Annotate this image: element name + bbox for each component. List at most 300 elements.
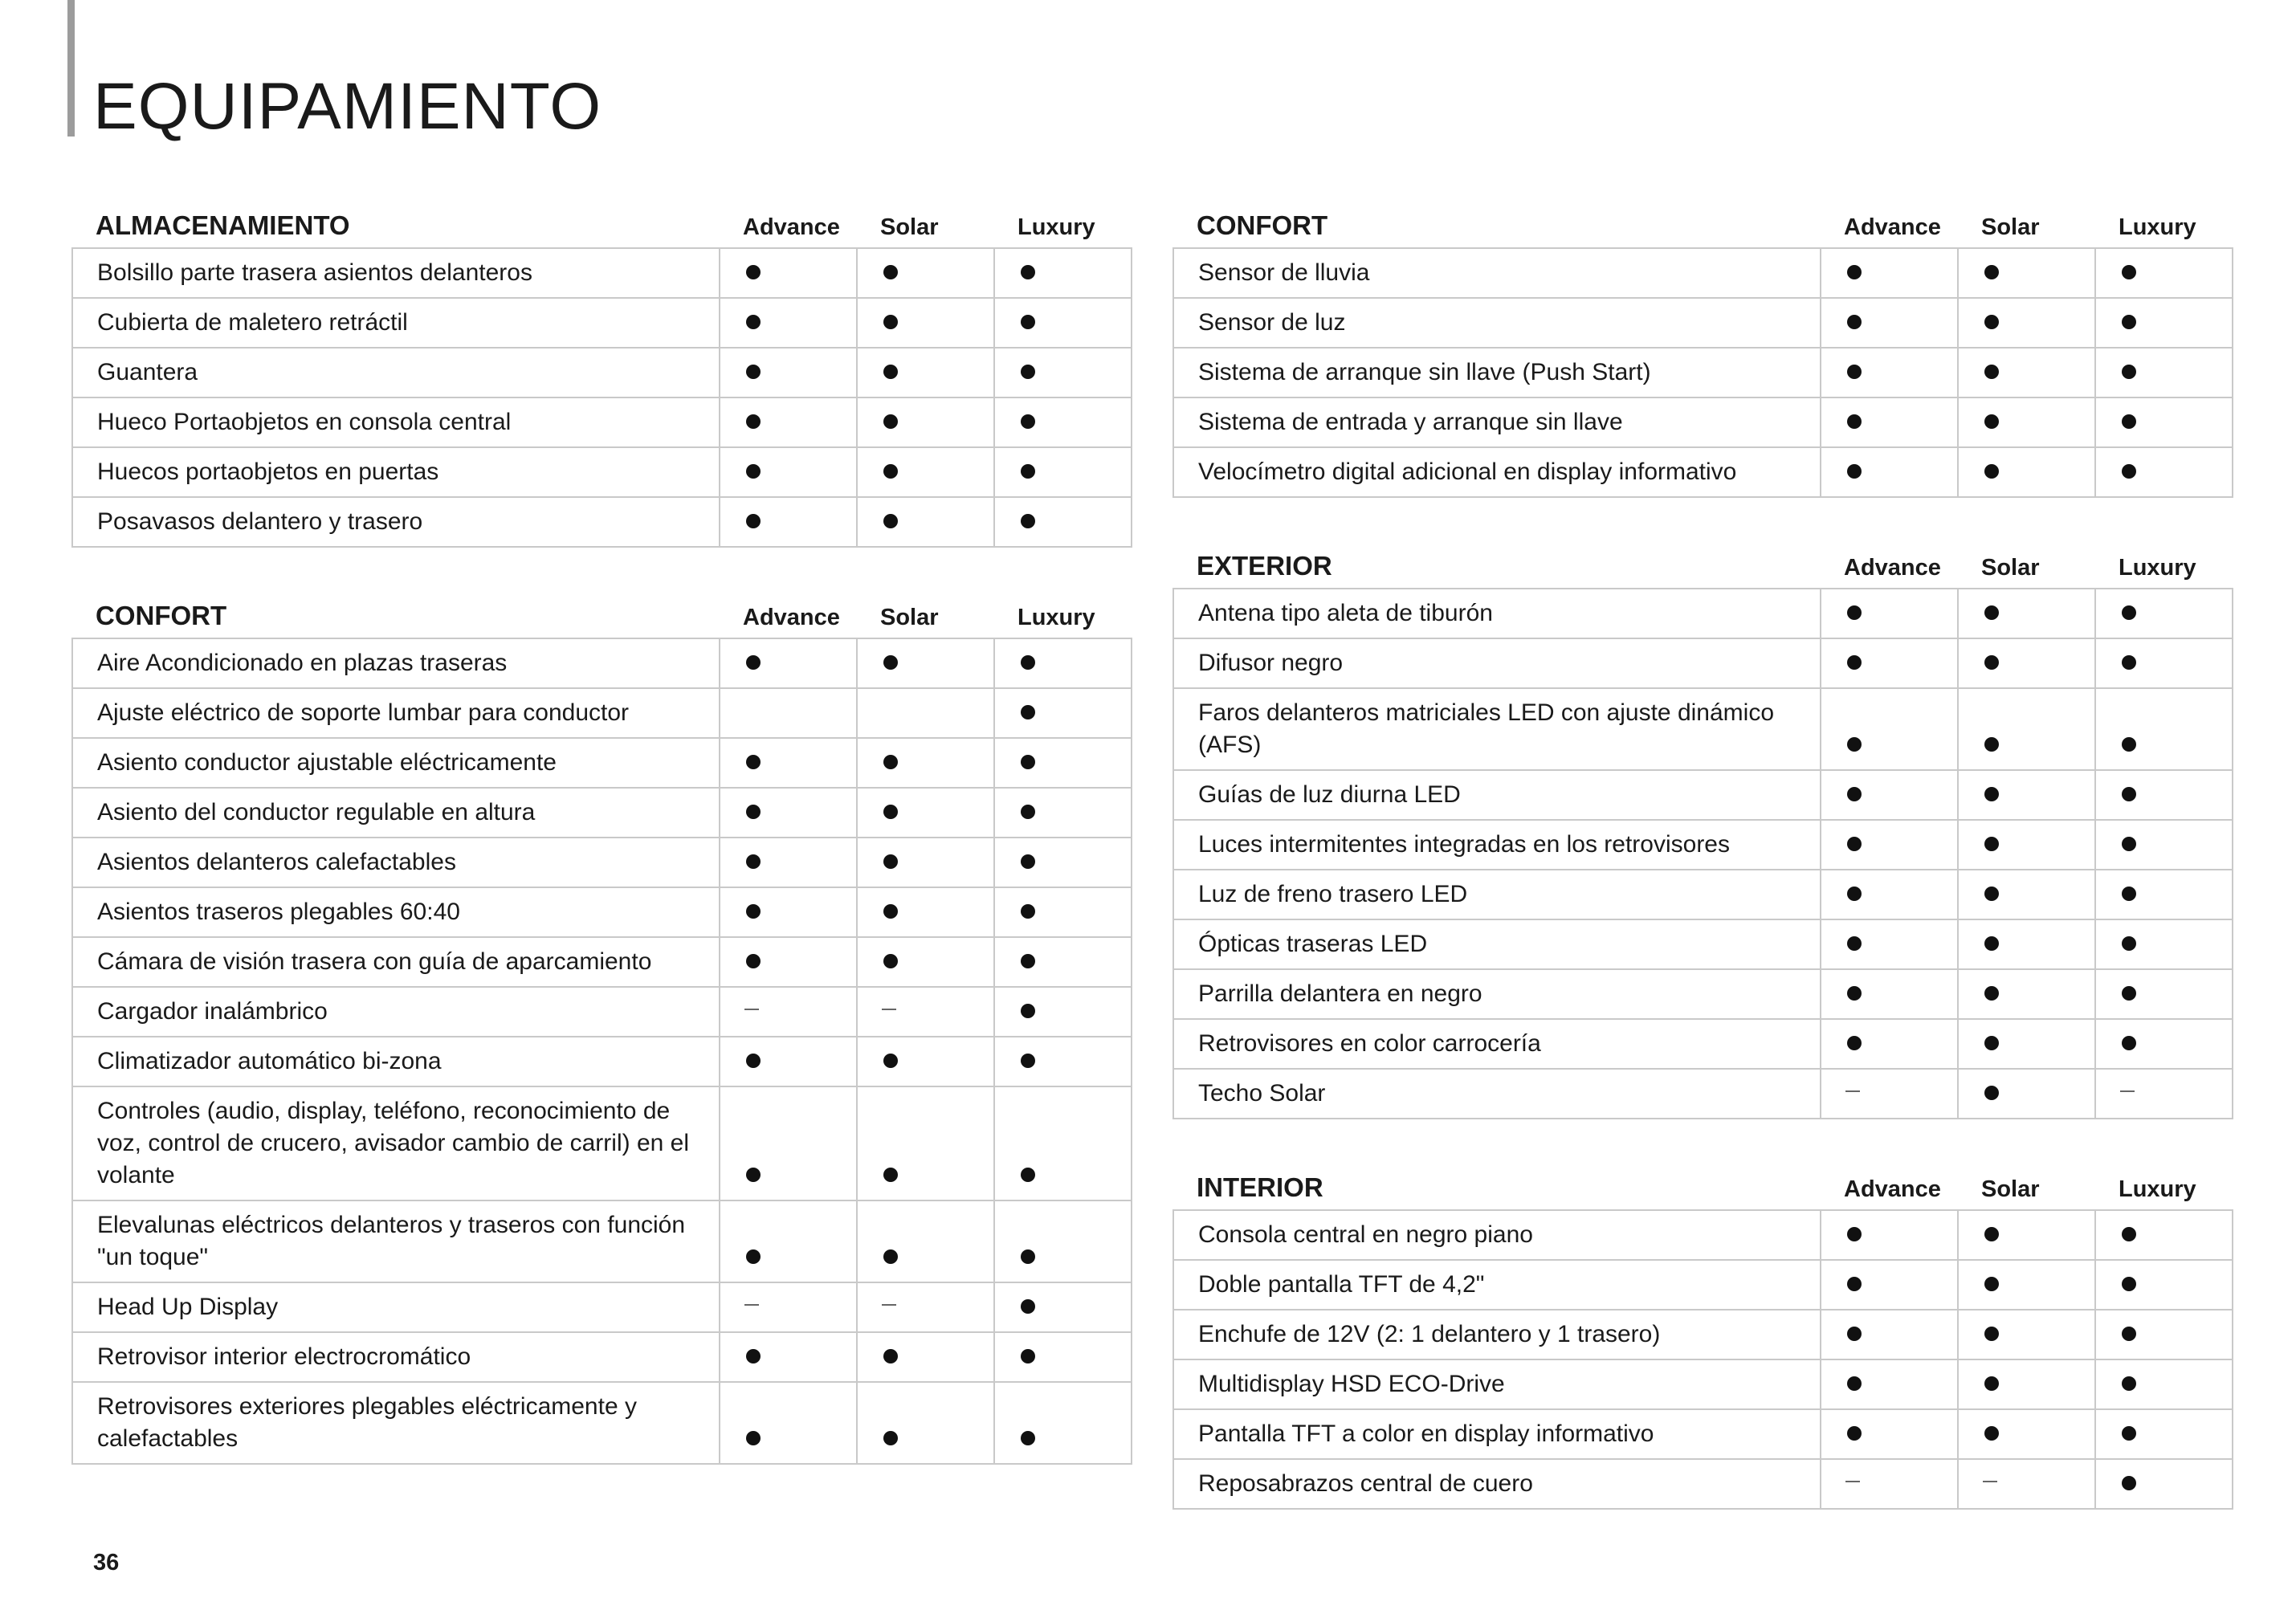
availability-cell-luxury xyxy=(2095,1409,2233,1459)
equipment-table xyxy=(1172,1209,2233,1510)
right-column xyxy=(1172,196,2233,1548)
table-row xyxy=(1173,1359,2233,1409)
table-row xyxy=(1173,1409,2233,1459)
availability-cell-luxury xyxy=(994,1332,1132,1382)
availability-cell-advance xyxy=(1821,1359,1958,1409)
table-row xyxy=(72,887,1132,937)
availability-cell-solar xyxy=(857,638,994,688)
included-dot-icon xyxy=(1984,887,1999,901)
trim-header-solar: Solar xyxy=(1981,555,2040,581)
availability-cell-solar xyxy=(857,1086,994,1200)
included-dot-icon xyxy=(883,1168,898,1182)
table-row xyxy=(1173,919,2233,969)
availability-cell-advance xyxy=(1821,688,1958,770)
trim-header-solar: Solar xyxy=(1981,214,2040,240)
feature-label: Pantalla TFT a color en display informativo xyxy=(1173,1409,1821,1459)
availability-cell-solar xyxy=(1958,969,2095,1019)
availability-cell-luxury xyxy=(994,1282,1132,1332)
availability-cell-advance xyxy=(720,1200,857,1282)
feature-label: Difusor negro xyxy=(1173,638,1821,688)
availability-cell-solar xyxy=(1958,1459,2095,1509)
availability-cell-advance xyxy=(720,838,857,887)
table-row xyxy=(1173,1069,2233,1119)
included-dot-icon xyxy=(883,954,898,968)
table-row xyxy=(72,638,1132,688)
table-row xyxy=(1173,870,2233,919)
feature-label: Cubierta de maletero retráctil xyxy=(72,298,720,348)
availability-cell-advance xyxy=(1821,1069,1958,1119)
included-dot-icon xyxy=(746,1431,761,1445)
trim-header-solar: Solar xyxy=(1981,1176,2040,1202)
availability-cell-advance xyxy=(1821,770,1958,820)
included-dot-icon xyxy=(883,514,898,528)
included-dot-icon xyxy=(2122,464,2136,479)
feature-label: Antena tipo aleta de tiburón xyxy=(1173,589,1821,638)
included-dot-icon xyxy=(1984,1376,1999,1391)
availability-cell-advance xyxy=(1821,870,1958,919)
table-row xyxy=(1173,1019,2233,1069)
equipment-table xyxy=(1172,247,2233,498)
availability-cell-advance xyxy=(1821,919,1958,969)
included-dot-icon xyxy=(2122,936,2136,951)
availability-cell-solar xyxy=(1958,1019,2095,1069)
trim-header-advance: Advance xyxy=(1844,555,1941,581)
included-dot-icon xyxy=(1984,464,1999,479)
included-dot-icon xyxy=(2122,1476,2136,1490)
availability-cell-luxury xyxy=(994,887,1132,937)
section-title: INTERIOR xyxy=(1197,1172,1323,1202)
included-dot-icon xyxy=(883,365,898,379)
included-dot-icon xyxy=(746,655,761,670)
trim-header-advance: Advance xyxy=(1844,1176,1941,1202)
availability-cell-solar xyxy=(857,447,994,497)
included-dot-icon xyxy=(883,1431,898,1445)
feature-label: Luces intermitentes integradas en los retrovisores xyxy=(1173,820,1821,870)
availability-cell-advance xyxy=(720,688,857,738)
availability-cell-luxury xyxy=(2095,1069,2233,1119)
included-dot-icon xyxy=(883,1054,898,1068)
included-dot-icon xyxy=(2122,1376,2136,1391)
availability-cell-advance xyxy=(720,397,857,447)
trim-header-luxury: Luxury xyxy=(2119,214,2196,240)
feature-label: Cargador inalámbrico xyxy=(72,987,720,1037)
feature-label: Sistema de arranque sin llave (Push Start) xyxy=(1173,348,1821,397)
availability-cell-solar xyxy=(1958,1310,2095,1359)
availability-cell-solar xyxy=(1958,1409,2095,1459)
availability-cell-solar xyxy=(857,298,994,348)
included-dot-icon xyxy=(1984,787,1999,801)
included-dot-icon xyxy=(2122,365,2136,379)
included-dot-icon xyxy=(2122,837,2136,851)
availability-cell-advance xyxy=(720,348,857,397)
included-dot-icon xyxy=(2122,315,2136,329)
included-dot-icon xyxy=(883,904,898,919)
included-dot-icon xyxy=(746,315,761,329)
availability-cell-solar xyxy=(1958,688,2095,770)
availability-cell-luxury xyxy=(2095,820,2233,870)
availability-cell-solar xyxy=(1958,919,2095,969)
table-row xyxy=(1173,1310,2233,1359)
included-dot-icon xyxy=(1847,605,1862,620)
included-dot-icon xyxy=(1984,1086,1999,1100)
included-dot-icon xyxy=(1984,737,1999,752)
availability-cell-advance xyxy=(720,738,857,788)
included-dot-icon xyxy=(1021,705,1035,719)
included-dot-icon xyxy=(2122,986,2136,1001)
page-title: EQUIPAMIENTO xyxy=(93,70,602,143)
included-dot-icon xyxy=(1847,737,1862,752)
table-row xyxy=(1173,298,2233,348)
table-row xyxy=(72,987,1132,1037)
included-dot-icon xyxy=(2122,655,2136,670)
availability-cell-luxury xyxy=(994,497,1132,547)
section-confort xyxy=(1172,196,2233,498)
availability-cell-luxury xyxy=(2095,1310,2233,1359)
included-dot-icon xyxy=(1847,837,1862,851)
table-row xyxy=(72,1282,1132,1332)
included-dot-icon xyxy=(2122,414,2136,429)
feature-label: Asientos delanteros calefactables xyxy=(72,838,720,887)
table-row xyxy=(1173,447,2233,497)
availability-cell-solar xyxy=(1958,397,2095,447)
availability-cell-luxury xyxy=(2095,248,2233,298)
availability-cell-advance xyxy=(1821,589,1958,638)
availability-cell-solar xyxy=(857,1037,994,1086)
included-dot-icon xyxy=(1847,936,1862,951)
table-row xyxy=(72,1200,1132,1282)
section-title: ALMACENAMIENTO xyxy=(96,210,350,240)
availability-cell-solar xyxy=(857,937,994,987)
included-dot-icon xyxy=(746,464,761,479)
feature-label: Sistema de entrada y arranque sin llave xyxy=(1173,397,1821,447)
availability-cell-solar xyxy=(1958,447,2095,497)
availability-cell-solar xyxy=(857,497,994,547)
included-dot-icon xyxy=(2122,1227,2136,1241)
availability-cell-luxury xyxy=(994,838,1132,887)
feature-label: Asiento del conductor regulable en altura xyxy=(72,788,720,838)
not-available-dash-icon xyxy=(744,1009,759,1010)
feature-label: Luz de freno trasero LED xyxy=(1173,870,1821,919)
availability-cell-advance xyxy=(720,298,857,348)
included-dot-icon xyxy=(1984,1227,1999,1241)
availability-cell-luxury xyxy=(2095,397,2233,447)
table-row xyxy=(1173,770,2233,820)
included-dot-icon xyxy=(1021,655,1035,670)
feature-label: Retrovisores exteriores plegables eléctricamente y calefactables xyxy=(72,1382,720,1464)
availability-cell-solar xyxy=(857,738,994,788)
included-dot-icon xyxy=(746,265,761,279)
table-row xyxy=(72,1382,1132,1464)
availability-cell-advance xyxy=(720,497,857,547)
availability-cell-luxury xyxy=(2095,1210,2233,1260)
availability-cell-luxury xyxy=(994,1037,1132,1086)
availability-cell-advance xyxy=(720,987,857,1037)
included-dot-icon xyxy=(1021,1299,1035,1314)
trim-header-solar: Solar xyxy=(880,214,939,240)
availability-cell-luxury xyxy=(2095,919,2233,969)
feature-label: Sensor de lluvia xyxy=(1173,248,1821,298)
feature-label: Cámara de visión trasera con guía de aparcamiento xyxy=(72,937,720,987)
availability-cell-advance xyxy=(720,937,857,987)
included-dot-icon xyxy=(1021,805,1035,819)
table-row xyxy=(72,497,1132,547)
included-dot-icon xyxy=(746,514,761,528)
included-dot-icon xyxy=(1984,365,1999,379)
table-row xyxy=(1173,1260,2233,1310)
availability-cell-luxury xyxy=(994,298,1132,348)
included-dot-icon xyxy=(746,414,761,429)
included-dot-icon xyxy=(746,954,761,968)
table-row xyxy=(1173,1210,2233,1260)
included-dot-icon xyxy=(1021,464,1035,479)
table-row xyxy=(72,298,1132,348)
included-dot-icon xyxy=(1847,1376,1862,1391)
included-dot-icon xyxy=(1984,1036,1999,1050)
availability-cell-solar xyxy=(857,987,994,1037)
included-dot-icon xyxy=(1021,1004,1035,1018)
availability-cell-luxury xyxy=(994,248,1132,298)
availability-cell-solar xyxy=(857,248,994,298)
section-exterior xyxy=(1172,536,2233,1119)
table-row xyxy=(72,1332,1132,1382)
included-dot-icon xyxy=(1021,1168,1035,1182)
table-row xyxy=(72,788,1132,838)
included-dot-icon xyxy=(1847,265,1862,279)
availability-cell-advance xyxy=(1821,1459,1958,1509)
included-dot-icon xyxy=(1984,315,1999,329)
table-row xyxy=(72,1037,1132,1086)
availability-cell-advance xyxy=(1821,298,1958,348)
feature-label: Climatizador automático bi-zona xyxy=(72,1037,720,1086)
feature-label: Huecos portaobjetos en puertas xyxy=(72,447,720,497)
included-dot-icon xyxy=(2122,1426,2136,1441)
table-row xyxy=(72,937,1132,987)
section-header xyxy=(71,196,1132,247)
trim-header-luxury: Luxury xyxy=(2119,555,2196,581)
included-dot-icon xyxy=(1984,1277,1999,1291)
section-header xyxy=(1172,196,2233,247)
trim-header-advance: Advance xyxy=(743,605,840,630)
availability-cell-advance xyxy=(720,1332,857,1382)
included-dot-icon xyxy=(1021,265,1035,279)
included-dot-icon xyxy=(883,1349,898,1363)
included-dot-icon xyxy=(2122,605,2136,620)
included-dot-icon xyxy=(1984,1327,1999,1341)
included-dot-icon xyxy=(1847,1426,1862,1441)
included-dot-icon xyxy=(746,365,761,379)
feature-label: Techo Solar xyxy=(1173,1069,1821,1119)
section-header xyxy=(1172,536,2233,588)
included-dot-icon xyxy=(1021,315,1035,329)
included-dot-icon xyxy=(2122,1277,2136,1291)
not-available-dash-icon xyxy=(2120,1090,2135,1092)
availability-cell-advance xyxy=(720,887,857,937)
availability-cell-advance xyxy=(1821,447,1958,497)
table-row xyxy=(1173,969,2233,1019)
feature-label: Asiento conductor ajustable eléctricamente xyxy=(72,738,720,788)
trim-header-luxury: Luxury xyxy=(1017,605,1095,630)
included-dot-icon xyxy=(1021,1054,1035,1068)
feature-label: Retrovisor interior electrocromático xyxy=(72,1332,720,1382)
included-dot-icon xyxy=(883,854,898,869)
included-dot-icon xyxy=(746,854,761,869)
table-row xyxy=(1173,820,2233,870)
feature-label: Ópticas traseras LED xyxy=(1173,919,1821,969)
included-dot-icon xyxy=(2122,787,2136,801)
availability-cell-luxury xyxy=(2095,638,2233,688)
availability-cell-luxury xyxy=(2095,688,2233,770)
availability-cell-solar xyxy=(1958,870,2095,919)
section-title: CONFORT xyxy=(1197,210,1328,240)
availability-cell-advance xyxy=(1821,969,1958,1019)
section-almacenamiento xyxy=(71,196,1132,548)
equipment-table xyxy=(71,247,1132,548)
included-dot-icon xyxy=(883,265,898,279)
included-dot-icon xyxy=(1984,265,1999,279)
availability-cell-solar xyxy=(1958,589,2095,638)
included-dot-icon xyxy=(1847,1277,1862,1291)
table-row xyxy=(1173,1459,2233,1509)
page-number: 36 xyxy=(93,1550,120,1575)
included-dot-icon xyxy=(883,805,898,819)
availability-cell-luxury xyxy=(994,638,1132,688)
availability-cell-luxury xyxy=(2095,298,2233,348)
included-dot-icon xyxy=(1021,1249,1035,1264)
feature-label: Asientos traseros plegables 60:40 xyxy=(72,887,720,937)
included-dot-icon xyxy=(1984,414,1999,429)
availability-cell-luxury xyxy=(994,1382,1132,1464)
feature-label: Multidisplay HSD ECO-Drive xyxy=(1173,1359,1821,1409)
feature-label: Posavasos delantero y trasero xyxy=(72,497,720,547)
included-dot-icon xyxy=(883,1249,898,1264)
table-row xyxy=(1173,688,2233,770)
feature-label: Bolsillo parte trasera asientos delanteros xyxy=(72,248,720,298)
availability-cell-solar xyxy=(857,397,994,447)
included-dot-icon xyxy=(1984,1426,1999,1441)
feature-label: Aire Acondicionado en plazas traseras xyxy=(72,638,720,688)
included-dot-icon xyxy=(1847,365,1862,379)
availability-cell-advance xyxy=(720,1382,857,1464)
section-title: EXTERIOR xyxy=(1197,551,1332,581)
section-title: CONFORT xyxy=(96,601,227,630)
feature-label: Head Up Display xyxy=(72,1282,720,1332)
section-header xyxy=(71,586,1132,638)
included-dot-icon xyxy=(1984,936,1999,951)
availability-cell-solar xyxy=(857,1382,994,1464)
included-dot-icon xyxy=(1847,986,1862,1001)
included-dot-icon xyxy=(1021,514,1035,528)
included-dot-icon xyxy=(1021,1431,1035,1445)
trim-header-advance: Advance xyxy=(743,214,840,240)
availability-cell-luxury xyxy=(994,788,1132,838)
included-dot-icon xyxy=(1847,1036,1862,1050)
availability-cell-luxury xyxy=(994,688,1132,738)
included-dot-icon xyxy=(1984,655,1999,670)
availability-cell-luxury xyxy=(994,348,1132,397)
equipment-table xyxy=(1172,588,2233,1119)
trim-header-advance: Advance xyxy=(1844,214,1941,240)
included-dot-icon xyxy=(1021,1349,1035,1363)
not-available-dash-icon xyxy=(1845,1090,1860,1092)
availability-cell-advance xyxy=(720,1282,857,1332)
availability-cell-advance xyxy=(720,788,857,838)
availability-cell-advance xyxy=(720,447,857,497)
included-dot-icon xyxy=(1847,787,1862,801)
trim-header-luxury: Luxury xyxy=(1017,214,1095,240)
availability-cell-advance xyxy=(1821,638,1958,688)
table-row xyxy=(1173,638,2233,688)
availability-cell-solar xyxy=(1958,1210,2095,1260)
availability-cell-luxury xyxy=(2095,870,2233,919)
included-dot-icon xyxy=(746,755,761,769)
feature-label: Faros delanteros matriciales LED con ajuste dinámico (AFS) xyxy=(1173,688,1821,770)
table-row xyxy=(1173,348,2233,397)
availability-cell-luxury xyxy=(994,987,1132,1037)
included-dot-icon xyxy=(883,655,898,670)
feature-label: Velocímetro digital adicional en display informativo xyxy=(1173,447,1821,497)
availability-cell-advance xyxy=(1821,248,1958,298)
availability-cell-solar xyxy=(857,1332,994,1382)
table-row xyxy=(72,248,1132,298)
availability-cell-solar xyxy=(1958,298,2095,348)
availability-cell-luxury xyxy=(994,1200,1132,1282)
included-dot-icon xyxy=(746,904,761,919)
feature-label: Reposabrazos central de cuero xyxy=(1173,1459,1821,1509)
feature-label: Enchufe de 12V (2: 1 delantero y 1 trasero) xyxy=(1173,1310,1821,1359)
table-row xyxy=(72,447,1132,497)
availability-cell-solar xyxy=(1958,248,2095,298)
availability-cell-solar xyxy=(1958,348,2095,397)
table-row xyxy=(1173,248,2233,298)
included-dot-icon xyxy=(746,805,761,819)
availability-cell-luxury xyxy=(994,937,1132,987)
included-dot-icon xyxy=(1847,655,1862,670)
availability-cell-advance xyxy=(720,1037,857,1086)
feature-label: Doble pantalla TFT de 4,2" xyxy=(1173,1260,1821,1310)
included-dot-icon xyxy=(1847,464,1862,479)
table-row xyxy=(72,348,1132,397)
included-dot-icon xyxy=(883,315,898,329)
included-dot-icon xyxy=(1847,315,1862,329)
equipment-table xyxy=(71,638,1132,1465)
section-interior xyxy=(1172,1158,2233,1510)
feature-label: Ajuste eléctrico de soporte lumbar para conductor xyxy=(72,688,720,738)
not-available-dash-icon xyxy=(744,1304,759,1306)
availability-cell-advance xyxy=(1821,397,1958,447)
included-dot-icon xyxy=(1984,605,1999,620)
availability-cell-advance xyxy=(1821,1019,1958,1069)
availability-cell-solar xyxy=(1958,638,2095,688)
availability-cell-luxury xyxy=(2095,1459,2233,1509)
availability-cell-luxury xyxy=(2095,348,2233,397)
included-dot-icon xyxy=(1021,854,1035,869)
availability-cell-advance xyxy=(720,248,857,298)
included-dot-icon xyxy=(1021,954,1035,968)
availability-cell-solar xyxy=(857,788,994,838)
availability-cell-luxury xyxy=(994,447,1132,497)
trim-header-luxury: Luxury xyxy=(2119,1176,2196,1202)
availability-cell-advance xyxy=(1821,1210,1958,1260)
availability-cell-advance xyxy=(1821,1260,1958,1310)
included-dot-icon xyxy=(1021,755,1035,769)
availability-cell-solar xyxy=(857,348,994,397)
included-dot-icon xyxy=(883,414,898,429)
availability-cell-solar xyxy=(857,887,994,937)
included-dot-icon xyxy=(1984,986,1999,1001)
availability-cell-advance xyxy=(1821,1310,1958,1359)
availability-cell-solar xyxy=(1958,1069,2095,1119)
availability-cell-advance xyxy=(720,1086,857,1200)
